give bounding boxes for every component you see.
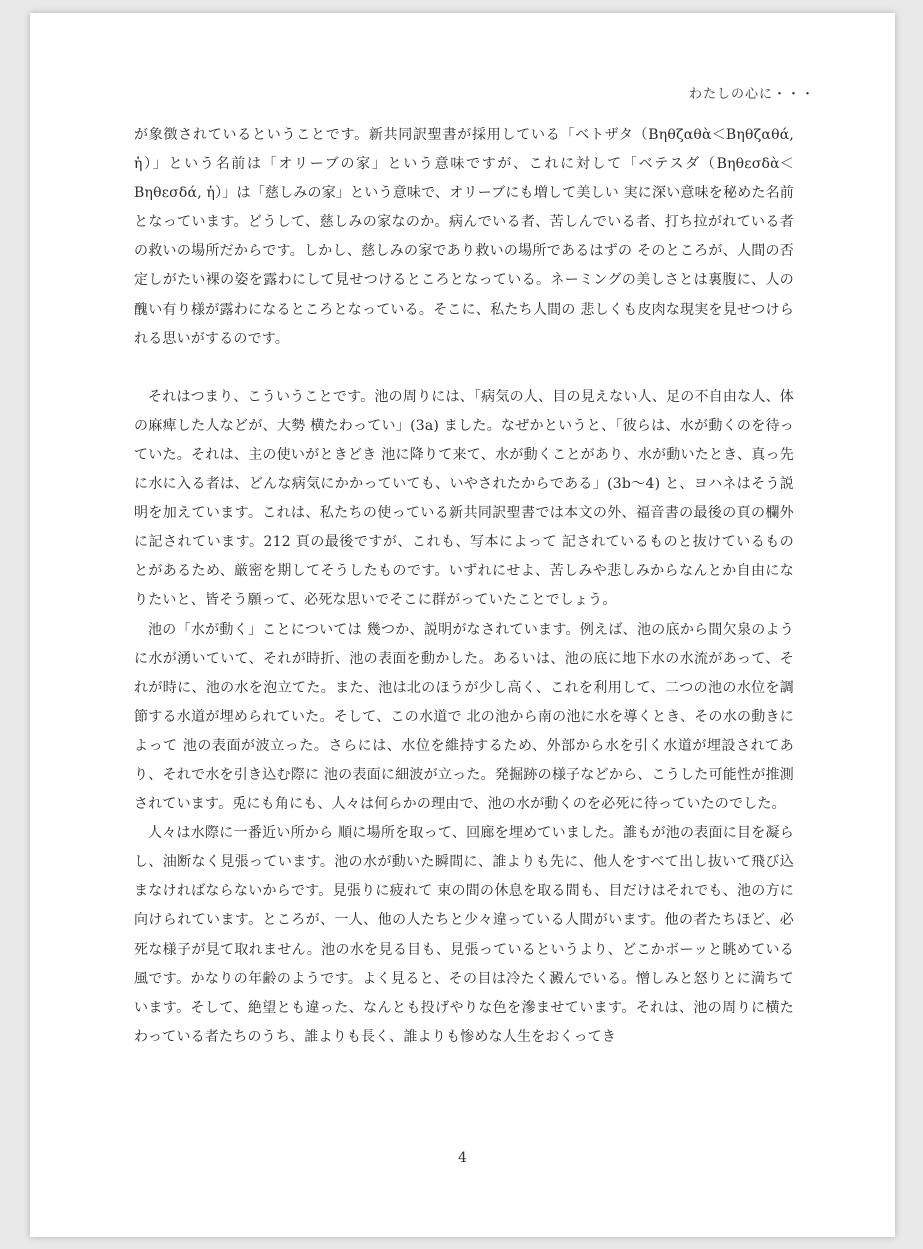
page-number: 4 xyxy=(458,1150,467,1166)
body-text xyxy=(134,121,794,1052)
paragraph: が象徴されているということです。新共同訳聖書が採用している「ベトザタ（Βηθζαθὰ＜Βηθζαθά, ἡ）」という名前は「オリーブの家」という意味ですが、これに対して「ベテスダ（Βηθεσδὰ＜Βηθεσδά, ἡ）」は「慈しみの家」という意味で、オリーブにも増して美しい 実に深い意味を秘めた名前となっています。どうして、慈しみの家なのか。病んでいる者、苦しんでいる者、打ち拉がれている者の救いの場所だからです。しかし、慈しみの家であり救いの場所であるはずの そのところが、人間の否定しがたい裸の姿を露わにして見せつけるところとなっている。ネーミングの美しさとは裏腹に、人の醜い有り様が露わになるところとなっている。そこに、私たち人間の 悲しくも皮肉な現実を見せつけられる思いがするのです。 xyxy=(134,127,794,347)
paragraph-gap xyxy=(134,354,794,383)
document-page xyxy=(30,13,895,1237)
paragraph: それはつまり、こういうことです。池の周りには、「病気の人、目の見えない人、足の不自由な人、体の麻痺した人などが、大勢 横たわってい」(3a) ました。なぜかというと、「彼らは、水が動くのを待っていた。それは、主の使いがときどき 池に降りて来て、水が動くことがあり、水が動いたとき、真っ先に水に入る者は、どんな病気にかかっていても、いやされたからである」(3b〜4) と、ヨハネはそう説明を加えています。これは、私たちの使っている新共同訳聖書では本文の外、福音書の最後の頁の欄外に記されています。212 頁の最後ですが、これも、写本によって 記されているものと抜けているものとがあるため、厳密を期してそうしたものです。いずれにせよ、苦しみや悲しみからなんとか自由になりたいと、皆そう願って、必死な思いでそこに群がっていたことでしょう。 xyxy=(134,388,794,609)
paragraph: 人々は水際に一番近い所から 順に場所を取って、回廊を埋めていました。誰もが池の表面に目を凝らし、油断なく見張っています。池の水が動いた瞬間に、誰よりも先に、他人をすべて出し抜いて飛び込まなければならないからです。見張りに疲れて 束の間の休息を取る間も、目だけはそれでも、池の方に向けられています。ところが、一人、他の人たちと少々違っている人間がいます。他の者たちほど、必死な様子が見て取れません。池の水を見る目も、見張っているというより、どこかボーッと眺めている風です。かなりの年齢のようです。よく見ると、その目は冷たく澱んでいる。憎しみと怒りとに満ちています。そして、絶望とも違った、なんとも投げやりな色を滲ませています。それは、池の周りに横たわっている者たちのうち、誰よりも長く、誰よりも惨めな人生をおくってき xyxy=(134,825,794,1045)
running-header: わたしの心に・・・ xyxy=(688,87,815,102)
paragraph: 池の「水が動く」ことについては 幾つか、説明がなされています。例えば、池の底から間欠泉のように水が湧いていて、それが時折、池の表面を動かした。あるいは、池の底に地下水の水流があって、それが時に、池の水を泡立てた。また、池は北のほうが少し高く、これを利用して、二つの池の水位を調節する水道が埋められていた。そして、この水道で 北の池から南の池に水を導くとき、その水の動きによって 池の表面が波立った。さらには、水位を維持するため、外部から水を引く水道が埋設されてあり、それで水を引き込む際に 池の表面に細波が立った。発掘跡の様子などから、こうした可能性が推測されています。兎にも角にも、人々は何らかの理由で、池の水が動くのを必死に待っていたのでした。 xyxy=(134,621,794,813)
